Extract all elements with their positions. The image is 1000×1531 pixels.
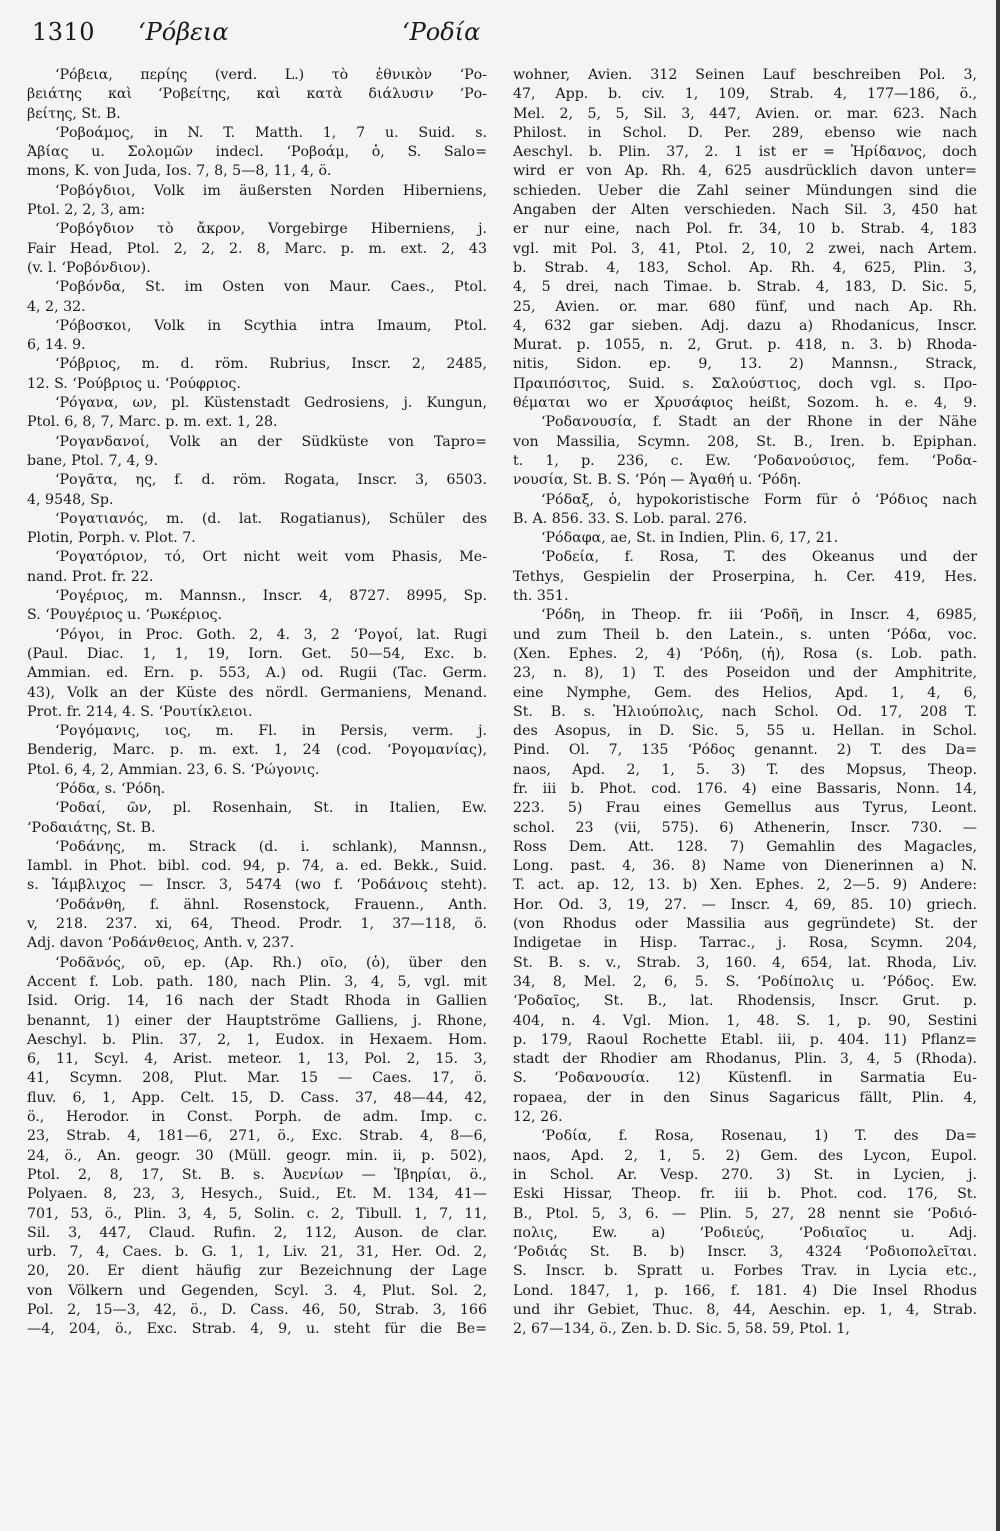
- left-headword: ʻΡόβεια: [138, 18, 229, 46]
- text-line: 6, 11, Scyl. 4, Arist. meteor. 1, 13, Pol. 2, 15. 3,: [27, 1051, 487, 1068]
- text-line: urb. 7, 4, Caes. b. G. 1, 1, Liv. 21, 31, Her. Od. 2,: [27, 1244, 487, 1261]
- text-line: von Massilia, Scymn. 208, St. B., Iren. b. Epiphan.: [513, 433, 977, 450]
- text-line: 12, 26.: [513, 1109, 563, 1126]
- text-line: S. Inscr. b. Spratt u. Forbes Trav. in Lycia etc.,: [513, 1263, 977, 1280]
- text-line: 4, 632 gar sieben. Adj. dazu a) Rhodanicus, Inscr.: [513, 317, 977, 334]
- text-line: und ihr Gebiet, Thuc. 8, 44, Aeschin. ep. 1, 4, Strab.: [513, 1302, 977, 1318]
- text-line: 43), Volk an der Küste des nördl. Germaniens, Menand.: [27, 684, 487, 701]
- text-line: fr. iii b. Phot. cod. 176. 4) eine Bassaris, Nonn. 14,: [513, 780, 977, 797]
- text-line: benannt, 1) einer der Hauptströme Galliens, j. Rhone,: [27, 1012, 487, 1029]
- text-line: Long. past. 4, 36. 8) Name von Dienerinnen a) N.: [513, 858, 977, 875]
- page-edge: [996, 0, 1000, 1531]
- text-line: ʻΡογέριος, m. Mannsn., Inscr. 4, 8727. 8995, Sp.: [55, 588, 487, 605]
- text-line: von Völkern und Gegenden, Scyl. 3. 4, Plut. Sol. 2,: [27, 1282, 487, 1299]
- text-line: ö., Herodor. in Const. Porph. de adm. Imp. c.: [27, 1109, 487, 1126]
- text-line: βείτης, St. B.: [27, 105, 121, 122]
- text-line: Philost. in Schol. D. Per. 289, ebenso wie nach: [513, 124, 977, 141]
- text-line: schol. 23 (vii, 575). 6) Athenerin, Inscr. 730. —: [513, 819, 977, 836]
- text-line: s. Ἰάμβλιχος — Inscr. 3, 5474 (wo f. ʻΡοδάνοις steht).: [27, 877, 487, 894]
- text-line: ʻΡοδαί, ῶν, pl. Rosenhain, St. in Italien, Ew.: [55, 800, 487, 817]
- text-line: ʻΡοδᾶνός, οῦ, ep. (Ap. Rh.) οῖο, (ὁ), über den: [55, 954, 487, 971]
- text-line: Ἀβίας u. Σολομῶν indecl. ʻΡοβοάμ, ὁ, S. Salo=: [27, 144, 487, 161]
- text-line: 24, ö., An. geogr. 30 (Müll. geogr. min. ii, p. 502),: [27, 1147, 487, 1164]
- text-line: ʻΡογατόριον, τό, Ort nicht weit vom Phasis, Me-: [55, 549, 487, 566]
- page-header: [30, 14, 990, 54]
- text-line: ʻΡοβοάμος, in N. T. Matth. 1, 7 u. Suid. s.: [55, 124, 487, 141]
- text-line: ʻΡόβριος, m. d. röm. Rubrius, Inscr. 2, 2485,: [55, 356, 487, 373]
- page-number: 1310: [32, 18, 96, 46]
- text-line: ʻΡόβεια, περίης (verd. L.) τὸ ἐθνικὸν ʻΡο-: [55, 67, 487, 83]
- text-line: 701, 53, ö., Plin. 3, 4, 5, Solin. c. 2, Tibull. 1, 7, 11,: [27, 1205, 487, 1222]
- text-line: er nur eine, nach Pol. fr. 34, 10 b. Strab. 4, 183: [513, 221, 977, 238]
- text-line: Accent f. Lob. path. 180, nach Plin. 3, 4, 5, vgl. mit: [27, 973, 487, 990]
- text-line: ʻΡογατιανός, m. (d. lat. Rogatianus), Schüler des: [55, 510, 487, 527]
- text-line: schieden. Ueber die Zahl seiner Mündungen sind die: [513, 182, 977, 199]
- text-line: Iambl. in Phot. bibl. cod. 94, p. 74, a. ed. Bekk., Suid.: [27, 858, 487, 875]
- text-line: ʻΡοδαῖος, St. B., lat. Rhodensis, Inscr. Grut. p.: [513, 993, 977, 1010]
- text-line: Ptol. 6, 4, 2, Ammian. 23, 6. S. ʻΡώγονις.: [27, 761, 320, 778]
- text-line: 41, Scymn. 208, Plut. Mar. 15 — Caes. 17, ö.: [27, 1070, 487, 1087]
- text-line: in Schol. Ar. Vesp. 270. 3) St. in Lycien, j.: [513, 1166, 977, 1183]
- text-line: Pol. 2, 15—3, 42, ö., D. Cass. 46, 50, Strab. 3, 166: [27, 1302, 487, 1318]
- text-line: naos, Apd. 2, 1, 5. 2) Gem. des Lycon, Eupol.: [513, 1147, 977, 1164]
- text-line: 20, 20. Er dient häufig zur Bezeichnung der Lage: [27, 1263, 487, 1280]
- text-line: πολις, Ew. a) ʻΡοδιεύς, ʻΡοδιαῖος u. Adj.: [513, 1224, 977, 1241]
- text-line: ʻΡογανδανοί, Volk an der Südküste von Tapro=: [55, 433, 487, 450]
- text-line: 4, 5 drei, nach Timae. b. Strab. 4, 183, D. Sic. 5,: [513, 279, 977, 296]
- text-line: ʻΡόδα, s. ʻΡόδη.: [55, 780, 166, 797]
- text-line: mons, K. von Juda, Ios. 7, 8, 5—8, 11, 4, ö.: [27, 163, 332, 180]
- right-headword: ʻΡοδία: [402, 18, 481, 46]
- text-line: 34, 8, Mel. 2, 6, 5. S. ʻΡοδίπολις u. ʻΡόδος. Ew.: [513, 973, 977, 990]
- text-line: 23, n. 8), 1) T. des Poseidon und der Amphitrite,: [513, 665, 977, 682]
- text-line: 4, 9548, Sp.: [27, 491, 114, 508]
- text-line: B., Ptol. 5, 3, 6. — Plin. 5, 27, 28 nennt sie ʻΡοδιό-: [513, 1205, 977, 1222]
- text-line: wird er von Ap. Rh. 4, 625 ausdrücklich davon unter=: [513, 163, 977, 180]
- text-line: Isid. Orig. 14, 16 nach der Stadt Rhoda in Gallien: [27, 993, 487, 1010]
- text-line: ʻΡοδανουσία, f. Stadt an der Rhone in der Nähe: [541, 414, 977, 431]
- text-line: naos, Apd. 2, 1, 5. 3) T. des Mopsus, Theop.: [513, 761, 977, 778]
- text-line: Aeschyl. b. Plin. 37, 2, 1, Eudox. in Hexaem. Hom.: [27, 1031, 487, 1048]
- text-line: θέμαται wo er Χρυσάφιος heißt, Sozom. h. e. 4, 9.: [513, 395, 977, 412]
- text-line: (Xen. Ephes. 2, 4) ʻΡόδη, (ἡ), Rosa (s. Lob. path.: [513, 645, 977, 662]
- text-line: 25, Avien. or. mar. 680 fünf, und nach Ap. Rh.: [513, 298, 977, 315]
- text-line: ʻΡοβόγδιον τὸ ἄκρον, Vorgebirge Hiberniens, j.: [55, 221, 487, 238]
- text-line: —4, 204, ö., Exc. Strab. 4, 9, u. steht für die Be=: [27, 1321, 487, 1338]
- text-line: wohner, Avien. 312 Seinen Lauf beschreiben Pol. 3,: [513, 67, 977, 83]
- text-line: bane, Ptol. 7, 4, 9.: [27, 452, 159, 469]
- text-line: T. act. ap. 12, 13. b) Xen. Ephes. 2, 2—5. 9) Andere:: [513, 877, 977, 894]
- text-line: eine Nymphe, Gem. des Helios, Apd. 1, 4, 6,: [513, 684, 977, 701]
- text-line: nitis, Sidon. ep. 9, 13. 2) Mannsn., Strack,: [513, 356, 977, 373]
- text-line: ʻΡόδη, in Theop. fr. iii ʻΡοδῆ, in Inscr. 4, 6985,: [541, 607, 977, 624]
- text-line: ʻΡόγανα, ων, pl. Küstenstadt Gedrosiens, j. Kungun,: [55, 395, 487, 412]
- text-line: ʻΡοδεία, f. Rosa, T. des Okeanus und der: [541, 549, 977, 566]
- text-line: Plotin, Porph. v. Plot. 7.: [27, 530, 196, 547]
- text-line: Ptol. 2, 2, 3, am:: [27, 202, 146, 219]
- text-line: ʻΡοβόνδα, St. im Osten von Maur. Caes., Ptol.: [55, 279, 487, 296]
- text-line: p. 179, Raoul Rochette Etabl. iii, p. 404. 11) Pflanz=: [513, 1031, 977, 1048]
- text-line: ʻΡοβόγδιοι, Volk im äußersten Norden Hiberniens,: [55, 182, 487, 199]
- text-line: Fair Head, Ptol. 2, 2, 2. 8, Marc. p. m. ext. 2, 43: [27, 240, 487, 257]
- text-line: Ptol. 6, 8, 7, Marc. p. m. ext. 1, 28.: [27, 414, 278, 431]
- text-line: 404, n. 4. Vgl. Mion. 1, 48. S. 1, p. 90, Sestini: [513, 1012, 977, 1029]
- text-line: 47, App. b. civ. 1, 109, Strab. 4, 177—186, ö.,: [513, 86, 977, 103]
- text-line: Murat. p. 1055, n. 2, Grut. p. 418, n. 3. b) Rhoda-: [513, 337, 977, 354]
- text-line: ʻΡόδαξ, ὁ, hypokoristische Form für ὁ ʻΡόδιος nach: [541, 491, 977, 508]
- text-line: des Asopus, in D. Sic. 5, 55 u. Hellan. in Schol.: [513, 723, 977, 740]
- text-line: Pind. Ol. 7, 135 ʻΡόδος genannt. 2) T. des Da=: [513, 742, 977, 759]
- text-line: und zum Theil b. den Latein., s. unten ʻΡόδα, voc.: [513, 626, 977, 643]
- text-line: ropaea, der in den Sinus Sagaricus fällt, Plin. 4,: [513, 1089, 977, 1106]
- text-line: βειάτης καὶ ʻΡοβείτης, καὶ κατὰ διάλυσιν ʻΡο-: [27, 86, 487, 103]
- text-line: ʻΡόγοι, in Proc. Goth. 2, 4. 3, 2 ʻΡογοί, lat. Rugi: [55, 626, 487, 643]
- text-line: stadt der Rhodier am Rhodanus, Plin. 3, 4, 5 (Rhoda).: [513, 1051, 977, 1068]
- text-line: Aeschyl. b. Plin. 37, 2. 1 ist er = Ἠρίδανος, doch: [513, 144, 977, 161]
- text-line: Πραιπόσιτος, Suid. s. Σαλούστιος, doch vgl. s. Προ-: [513, 375, 977, 392]
- text-line: νουσία, St. B. S. ʻΡόη — Ἀγαθή u. ʻΡόδη.: [513, 472, 802, 489]
- text-line: ʻΡόδαφα, ae, St. in Indien, Plin. 6, 17, 21.: [541, 530, 839, 547]
- text-line: Prot. fr. 214, 4. S. ʻΡουτίκλειοι.: [27, 703, 253, 720]
- text-line: Indigetae in Hisp. Tarrac., j. Rosa, Scymn. 204,: [513, 935, 977, 952]
- text-line: St. B. s. v., Strab. 3, 160. 4, 654, lat. Rhoda, Liv.: [513, 954, 977, 971]
- text-line: Tethys, Gespielin der Proserpina, h. Cer. 419, Hes.: [513, 568, 977, 585]
- text-line: Angaben der Alten verschieden. Nach Sil. 3, 450 hat: [513, 202, 977, 219]
- text-line: v, 218. 237. xi, 64, Theod. Prodr. 1, 37—118, ö.: [27, 916, 487, 933]
- text-line: fluv. 6, 1, App. Celt. 15, D. Cass. 37, 48—44, 42,: [27, 1089, 487, 1106]
- text-line: Eski Hissar, Theop. fr. iii b. Phot. cod. 176, St.: [513, 1186, 977, 1203]
- text-line: ʻΡοδάνης, m. Strack (d. i. schlank), Mannsn.,: [55, 838, 487, 855]
- text-line: 12. S. ʻΡούβριος u. ʻΡούφριος.: [27, 375, 241, 392]
- text-line: Ross Dem. Att. 128. 7) Gemahlin des Magacles,: [513, 838, 977, 855]
- text-line: ʻΡογᾶτα, ης, f. d. röm. Rogata, Inscr. 3, 6503.: [55, 472, 487, 489]
- text-line: Benderig, Marc. p. m. ext. 1, 24 (cod. ʻΡογομανίας),: [27, 742, 487, 759]
- text-line: (von Rhodus oder Massilia aus gegründete) St. der: [513, 916, 977, 933]
- text-line: Ammian. ed. Ern. p. 553, A.) od. Rugii (Tac. Germ.: [27, 665, 487, 682]
- text-line: 4, 2, 32.: [27, 298, 86, 315]
- text-line: ʻΡοδία, f. Rosa, Rosenau, 1) T. des Da=: [541, 1128, 977, 1145]
- text-line: Hor. Od. 3, 19, 27. — Inscr. 4, 69, 85. 10) griech.: [513, 896, 977, 913]
- text-line: S. ʻΡοδανουσία. 12) Küstenfl. in Sarmatia Eu-: [513, 1070, 977, 1087]
- text-line: 2, 67—134, ö., Zen. b. D. Sic. 5, 58. 59, Ptol. 1,: [513, 1321, 850, 1338]
- text-line: (v. l. ʻΡοβόνδιον).: [27, 259, 151, 276]
- text-line: 223. 5) Frau eines Gemellus aus Tyrus, Leont.: [513, 800, 977, 817]
- right-column: [513, 66, 977, 1340]
- text-line: Sil. 3, 447, Claud. Rufin. 2, 112, Auson. de clar.: [27, 1224, 487, 1241]
- text-line: nand. Prot. fr. 22.: [27, 568, 154, 585]
- text-line: Mel. 2, 5, 5, Sil. 3, 447, Avien. or. mar. 623. Nach: [513, 105, 977, 122]
- text-line: Polyaen. 8, 23, 3, Hesych., Suid., Et. M. 134, 41—: [27, 1186, 487, 1203]
- text-line: ʻΡοδαιάτης, St. B.: [27, 819, 156, 836]
- text-line: ʻΡοδάνθη, f. ähnl. Rosenstock, Frauenn., Anth.: [55, 896, 487, 913]
- text-line: ʻΡόβοσκοι, Volk in Scythia intra Imaum, Ptol.: [55, 317, 487, 334]
- text-line: Lond. 1847, 1, p. 166, f. 181. 4) Die Insel Rhodus: [513, 1282, 977, 1299]
- text-line: th. 351.: [513, 588, 569, 605]
- text-line: B. A. 856. 33. S. Lob. paral. 276.: [513, 510, 748, 527]
- text-line: St. B. s. Ἡλιούπολις, nach Schol. Od. 17, 208 T.: [513, 703, 977, 720]
- left-column: [27, 66, 487, 1340]
- text-line: (Paul. Diac. 1, 1, 19, Iorn. Get. 50—54, Exc. b.: [27, 645, 487, 662]
- text-line: ʻΡογόμανις, ιος, m. Fl. in Persis, verm. j.: [55, 723, 487, 740]
- text-line: Ptol. 2, 8, 17, St. B. s. Ἀυενίων — Ἰβηρίαι, ö.,: [27, 1166, 487, 1183]
- text-line: Adj. davon ʻΡοδάνθειος, Anth. v, 237.: [27, 935, 294, 952]
- text-line: t. 1, p. 236, c. Ew. ʻΡοδανούσιος, fem. ʻΡοδα-: [513, 452, 977, 469]
- text-line: vgl. mit Pol. 3, 41, Ptol. 2, 10, 2 zwei, nach Artem.: [513, 240, 977, 257]
- text-line: 23, Strab. 4, 181—6, 271, ö., Exc. Strab. 4, 8—6,: [27, 1128, 487, 1145]
- text-line: 6, 14. 9.: [27, 337, 86, 354]
- text-line: ʻΡοδιάς St. B. b) Inscr. 3, 4324 ʻΡοδιοπολεῖται.: [513, 1244, 977, 1261]
- text-line: S. ʻΡουγέριος u. ʻΡωκέριος.: [27, 607, 223, 624]
- text-line: b. Strab. 4, 183, Schol. Ap. Rh. 4, 625, Plin. 3,: [513, 259, 977, 276]
